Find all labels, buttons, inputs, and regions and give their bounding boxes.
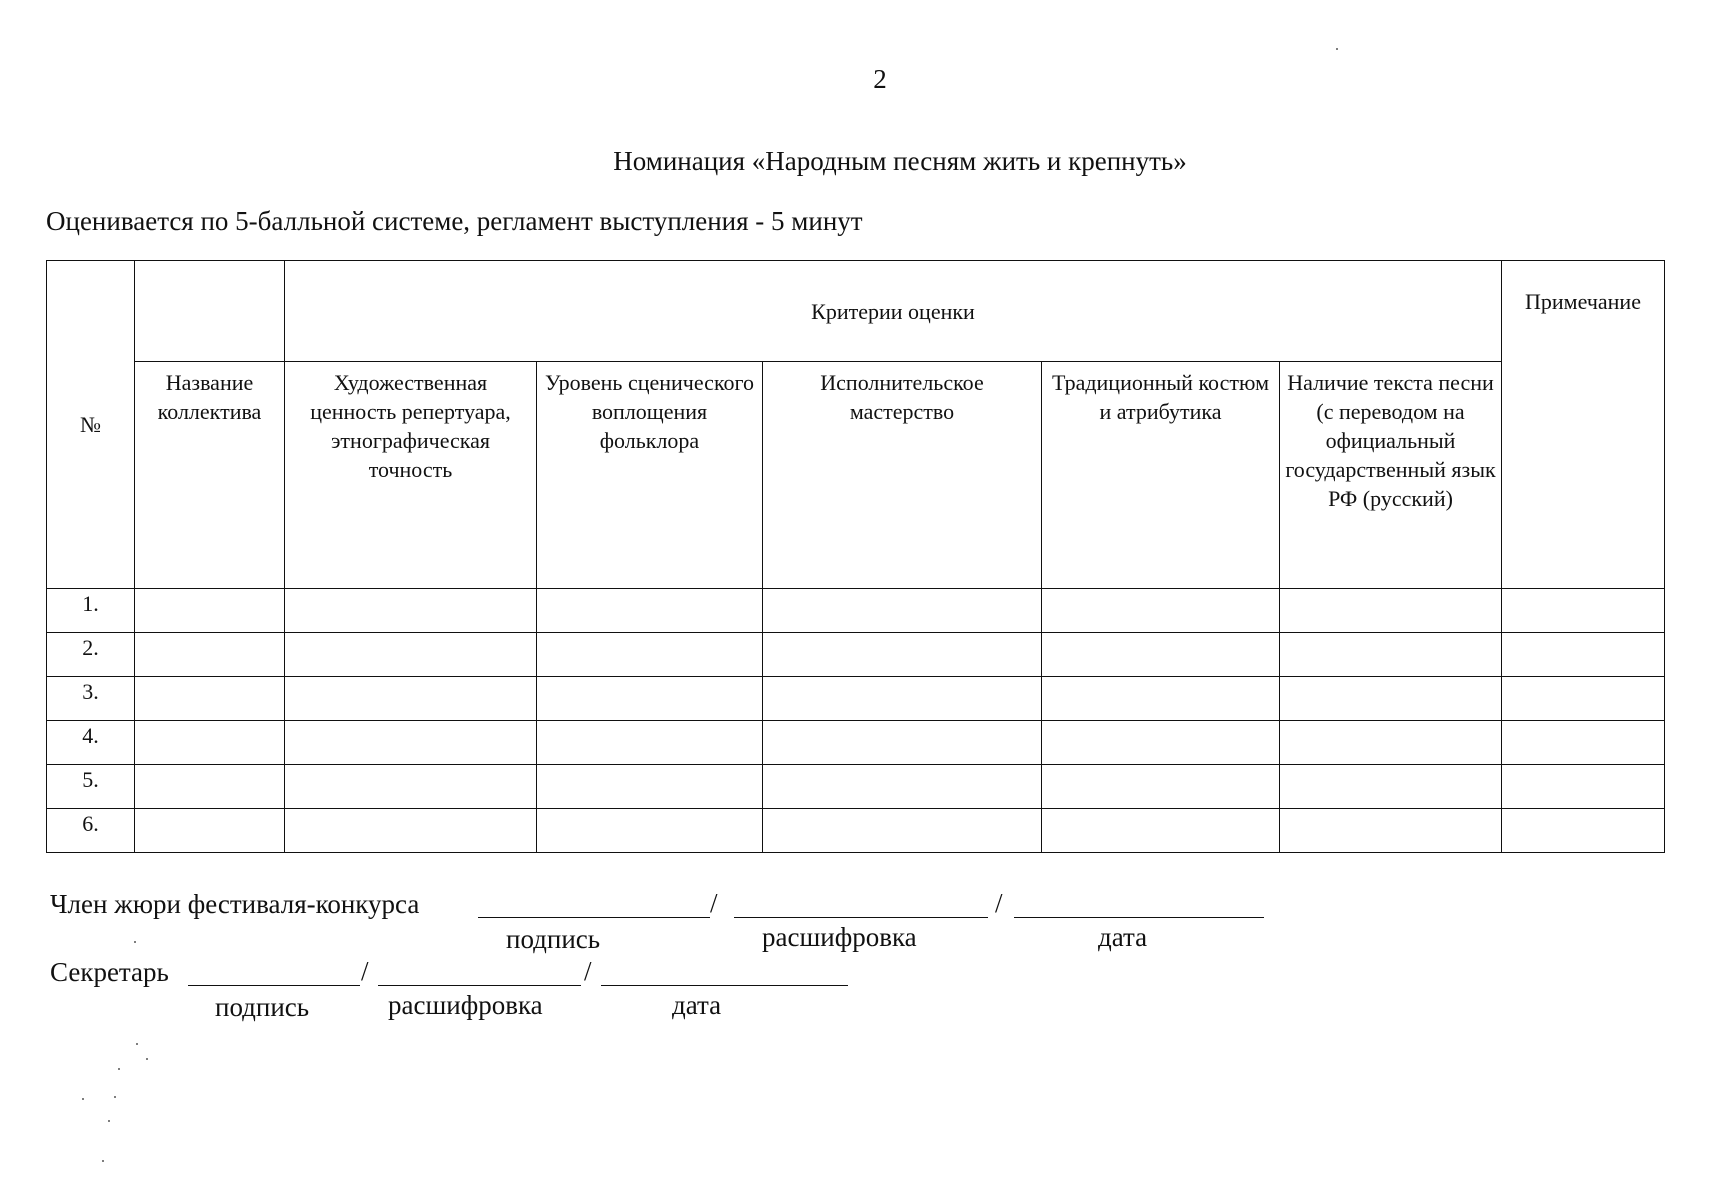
note-cell[interactable] xyxy=(1502,809,1665,853)
score-cell[interactable] xyxy=(537,677,763,721)
score-cell[interactable] xyxy=(537,809,763,853)
secretary-date-caption: дата xyxy=(672,990,722,1020)
separator-slash: / xyxy=(710,888,718,918)
score-cell[interactable] xyxy=(537,589,763,633)
table-row xyxy=(47,589,1665,633)
score-cell[interactable] xyxy=(763,633,1042,677)
score-cell[interactable] xyxy=(285,589,537,633)
score-cell[interactable] xyxy=(1280,633,1502,677)
team-name-cell[interactable] xyxy=(135,633,285,677)
separator-slash: / xyxy=(995,888,1003,918)
scan-speck xyxy=(136,1043,138,1045)
jury-date-line[interactable] xyxy=(1014,917,1264,918)
scan-speck xyxy=(146,1058,148,1060)
jury-signature-caption: подпись xyxy=(506,924,601,954)
column-number-header: № xyxy=(47,261,135,589)
team-name-header: Название коллектива xyxy=(135,362,285,589)
scan-speck xyxy=(1336,48,1338,50)
secretary-name-line[interactable] xyxy=(378,985,581,986)
score-cell[interactable] xyxy=(763,721,1042,765)
score-cell[interactable] xyxy=(763,809,1042,853)
criterion-header-song-text: Наличие текста песни (с переводом на официальный государственный язык РФ (русский) xyxy=(1280,362,1502,589)
team-name-cell[interactable] xyxy=(135,765,285,809)
score-cell[interactable] xyxy=(1042,809,1280,853)
note-cell[interactable] xyxy=(1502,677,1665,721)
team-name-cell[interactable] xyxy=(135,677,285,721)
score-cell[interactable] xyxy=(763,589,1042,633)
nomination-title: Номинация «Народным песням жить и крепнуть» xyxy=(613,146,1187,176)
jury-date-caption: дата xyxy=(1098,922,1148,952)
separator-slash: / xyxy=(361,956,369,986)
table-row xyxy=(47,765,1665,809)
secretary-date-line[interactable] xyxy=(601,985,848,986)
score-cell[interactable] xyxy=(285,633,537,677)
score-cell[interactable] xyxy=(1280,809,1502,853)
jury-signature-line[interactable] xyxy=(478,917,710,918)
table-row xyxy=(47,633,1665,677)
scan-speck xyxy=(114,1096,116,1098)
scan-speck xyxy=(102,1160,104,1162)
note-cell[interactable] xyxy=(1502,765,1665,809)
row-number: 2. xyxy=(47,633,135,677)
blank-header-cell xyxy=(135,261,285,362)
criteria-header: Критерии оценки xyxy=(285,261,1502,362)
row-number: 3. xyxy=(47,677,135,721)
secretary-signature-line[interactable] xyxy=(188,985,360,986)
note-cell[interactable] xyxy=(1502,633,1665,677)
score-cell[interactable] xyxy=(537,633,763,677)
team-name-cell[interactable] xyxy=(135,589,285,633)
row-number: 6. xyxy=(47,809,135,853)
table-row xyxy=(47,721,1665,765)
scan-speck xyxy=(134,941,136,943)
criterion-header-artistic-value: Художественная ценность репертуара, этнографическая точность xyxy=(285,362,537,589)
scan-speck xyxy=(118,1068,120,1070)
score-cell[interactable] xyxy=(537,721,763,765)
score-cell[interactable] xyxy=(1042,633,1280,677)
note-header: Примечание xyxy=(1502,261,1665,589)
score-cell[interactable] xyxy=(1280,721,1502,765)
secretary-name-caption: расшифровка xyxy=(388,990,543,1020)
jury-name-caption: расшифровка xyxy=(762,922,917,952)
criterion-header-stage-embodiment: Уровень сценического воплощения фольклора xyxy=(537,362,763,589)
table-row xyxy=(47,677,1665,721)
score-cell[interactable] xyxy=(1280,765,1502,809)
secretary-label: Секретарь xyxy=(50,957,169,987)
note-cell[interactable] xyxy=(1502,589,1665,633)
score-cell[interactable] xyxy=(1280,677,1502,721)
criterion-header-performance-skill: Исполнительское мастерство xyxy=(763,362,1042,589)
jury-name-line[interactable] xyxy=(734,917,988,918)
team-name-cell[interactable] xyxy=(135,809,285,853)
secretary-signature-caption: подпись xyxy=(215,992,310,1022)
row-number: 5. xyxy=(47,765,135,809)
score-cell[interactable] xyxy=(285,809,537,853)
table-row xyxy=(47,809,1665,853)
score-cell[interactable] xyxy=(285,677,537,721)
scan-speck xyxy=(108,1120,110,1122)
score-cell[interactable] xyxy=(1042,589,1280,633)
score-cell[interactable] xyxy=(1280,589,1502,633)
score-cell[interactable] xyxy=(285,721,537,765)
page-number: 2 xyxy=(873,64,887,94)
score-cell[interactable] xyxy=(1042,721,1280,765)
row-number: 1. xyxy=(47,589,135,633)
score-cell[interactable] xyxy=(1042,765,1280,809)
row-number: 4. xyxy=(47,721,135,765)
jury-member-label: Член жюри фестиваля-конкурса xyxy=(50,889,420,919)
score-cell[interactable] xyxy=(763,677,1042,721)
team-name-cell[interactable] xyxy=(135,721,285,765)
separator-slash: / xyxy=(584,956,592,986)
score-cell[interactable] xyxy=(537,765,763,809)
score-cell[interactable] xyxy=(1042,677,1280,721)
rating-note: Оценивается по 5-балльной системе, регламент выступления - 5 минут xyxy=(46,206,863,236)
note-cell[interactable] xyxy=(1502,721,1665,765)
score-cell[interactable] xyxy=(763,765,1042,809)
scan-speck xyxy=(82,1098,84,1100)
criterion-header-costume: Традиционный костюм и атрибутика xyxy=(1042,362,1280,589)
score-cell[interactable] xyxy=(285,765,537,809)
evaluation-table xyxy=(46,260,1665,853)
